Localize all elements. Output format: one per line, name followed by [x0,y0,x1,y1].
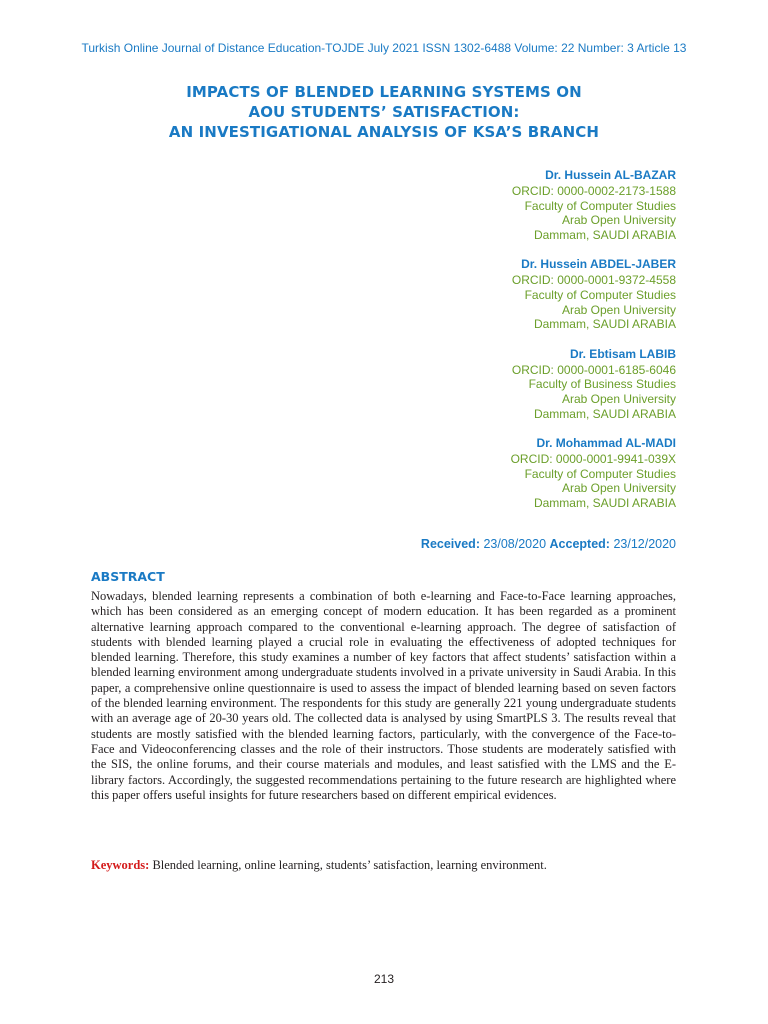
keywords-text: Blended learning, online learning, students’ satisfaction, learning environment. [152,858,547,872]
title-line-1: IMPACTS OF BLENDED LEARNING SYSTEMS ON [186,83,582,101]
author-orcid: ORCID: 0000-0002-2173-1588 [511,184,676,198]
author-orcid: ORCID: 0000-0001-9372-4558 [511,273,676,288]
author-block [256,166,676,242]
author-location: Dammam, SAUDI ARABIA [533,495,676,510]
abstract-body: Nowadays, blended learning represents a combination of both e-learning and Face-to-Face learning approaches, which has been considered as an emerging concept of modern education. It has been regarded as a prominent alternative learning approach compared to the conventional e-learning approach. The degree of satisfaction of students with blended learning played a crucial role in evaluating the effectiveness of adopted techniques for blended learning. Therefore, this study examines a number of key factors that affect students’ satisfaction within a blended learning environment among undergraduate students involved in a private university in Saudi Arabia. In this paper, a comprehensive online questionnaire is used to assess the impact of blended learning based on seven factors of the blended learning environment. The respondents for this study are generally 221 young undergraduate students with an average age of 20-30 years old. The collected data is analysed by using SmartPLS 3. The results reveal that students are mostly satisfied with the blended learning factors, particularly, with the convergence of the Face-to-Face and Videoconferencing classes and the role of their instructors. Those students are moderately satisfied with the SIS, the online forums, and their course materials and modules, and least satisfied with the LMS and the E-library factors. Accordingly, the suggested recommendations pertaining to the future research are highlighted where this paper offers useful insights for future researchers based on different empirical evidences. [91,589,676,802]
author-location: Dammam, SAUDI ARABIA [533,317,676,332]
author-university: Arab Open University [561,302,676,317]
title-line-2: AOU STUDENTS’ SATISFACTION: [248,103,520,121]
author-block [256,434,676,510]
abstract-heading: ABSTRACT [91,569,165,584]
author-list [256,166,676,524]
author-block [256,255,676,331]
author-name: Dr. Mohammad AL-MADI [536,436,676,451]
author-faculty: Faculty of Computer Studies [524,466,676,481]
title-line-3: AN INVESTIGATIONAL ANALYSIS OF KSA’S BRANCH [168,123,600,141]
author-block [256,345,676,421]
author-university: Arab Open University [561,213,676,228]
received-label: Received: [420,537,480,551]
journal-header: Turkish Online Journal of Distance Education-TOJDE July 2021 ISSN 1302-6488 Volume: 22 Number: 3 Article 13 [81,41,687,55]
author-faculty: Faculty of Computer Studies [524,198,676,213]
author-name: Dr. Hussein ABDEL-JABER [521,257,676,272]
author-university: Arab Open University [561,391,676,406]
accepted-label: Accepted: [549,537,610,551]
paper-title [0,82,768,142]
author-faculty: Faculty of Computer Studies [524,287,676,302]
author-location: Dammam, SAUDI ARABIA [533,406,676,421]
submission-dates [421,537,676,551]
author-faculty: Faculty of Business Studies [528,377,676,392]
received-date: 23/08/2020 [483,537,547,551]
author-orcid: ORCID: 0000-0001-9941-039X [510,452,676,467]
page-number: 213 [373,972,395,986]
author-location: Dammam, SAUDI ARABIA [533,227,676,242]
author-name: Dr. Ebtisam LABIB [569,346,676,361]
keywords-line [91,858,676,873]
author-orcid: ORCID: 0000-0001-6185-6046 [511,362,676,377]
keywords-label: Keywords: [91,858,150,872]
author-university: Arab Open University [561,481,676,496]
author-name: Dr. Hussein AL-BAZAR [545,168,676,182]
accepted-date: 23/12/2020 [613,537,676,551]
